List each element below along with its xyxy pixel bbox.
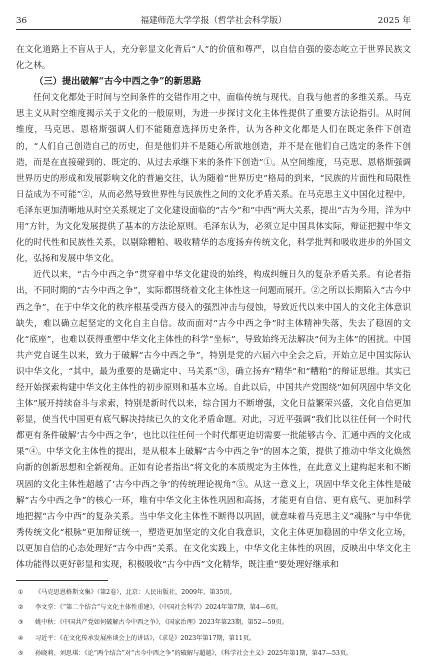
paragraph: 近代以来，“古今中西之争”贯穿着中华文化建设的始终，构成纠缠日久的复杂矛盾关系。有论者指出，不同时期的“古今中西之争”，实际都围绕着文化主体性这一问题而展开。②之所以长期陷入“古今中西之争”，在于中华文化的秩序根基受西方侵入的强烈冲击与侵蚀，导致近代以来中国人的文化主体意识缺失，难以确立起坚定的文化自主自信。故而面对“古今中西之争”时主体精神失落，失去了稳固的文化“底座”，也难以获得重塑中华文化主体性的科学“坐标”，导致始终无法解决“何为主体”的困扰。中国共产党自诞生以来，致力于破解“古今中西之争”，特别是党的六届六中全会之后，开始立足中国实际认识中华文化，“其中，最为重要的是确定中、马关系”③，确立扬弃“精华”和“糟粕”的辩证思维。其实已经开始探索构建中华文化主体性的初步原则和基本立场。自此以后，中国共产党围绕“如何巩固中华文化主体”展开持续奋斗与求索，特别是新时代以来，综合国力不断增强，文化日益繁荣兴盛，文化自信更加彰显，使当代中国更有底气解决持续已久的文化矛盾命题。对此，习近平强调“我们比以往任何一个时代都更有条件破解‘古今中西之争’，也比以往任何一个时代都更迫切需要一批能够古今、汇通中西的文化成果”④。中华文化主体性的提出，是从根本上破解“古今中西之争”的固本之策，提供了推动中华文化焕然向新的创新思想和全新视角。正如有论者指出“将文化的本质规定为主体性，在此意义上建构起来和不断巩固的文化主体性超越了‘古今中西之争’的传统理论视角”⑤。从这一意义上，巩固中华文化主体性是破解“古今中西之争”的核心一环，唯有中华文化主体性巩固和高扬，才能更有自信、更有底气、更加科学地把握“古今中西”的复杂关系。当中华文化主体性不断得以巩固，就意味着马克思主义“魂脉”与中华优秀传统文化“根脉”更加辩证统一，塑造更加坚定的文化自我意识，文化主体更加稳固的中华文化立场，以更加自信的心态处理好“古今中西”关系。在文化实践上，中华文化主体性的巩固，反映出中华文化主体功能得以更好彰显和实现，积极吸收“古今中西”文化精华，既注重“要处理好继承和 (16, 270, 411, 570)
footnote-text: 孙晓莉、刘思琪：《论“两个结合”对“古今中西之争”的破解与超越》，《科学社会主义》2025年第1期，第47—53页。 (35, 649, 353, 657)
footnote-divider (16, 580, 108, 581)
footnote-mark: ④ (18, 634, 24, 642)
page-number: 36 (16, 16, 27, 26)
article-body (16, 42, 411, 573)
footnote-text: 姚中秋：《中国共产党如何破解古今中西之争》，《国家治理》2023年第23期，第52—59页。 (35, 619, 288, 627)
section-heading: （三）提出破解“古今中西之争”的新思路 (34, 76, 202, 88)
footnote (16, 646, 411, 661)
footnote-mark: ② (18, 604, 24, 612)
footnote-text: 《马克思恩格斯文集》（第2卷），北京：人民出版社，2009年，第35页。 (35, 589, 236, 596)
footnote-mark: ⑤ (18, 649, 24, 657)
paragraph: 任何文化都处于时间与空间条件的交错作用之中，面临传统与现代、自我与他者的多维关系。马克思主义从时空维度揭示关于文化的一般原则，为进一步探讨文化主体性提供了重要方法论指引。从时间维度，马克思、恩格斯强调人们不能随意选择历史条件，认为各种文化都是人们在既定条件下创造的，“人们自己创造自己的历史，但是他们并不是随心所欲地创造，并不是在他们自己选定的条件下创造，而是在直接碰到的、既定的、从过去承继下来的条件下创造”①。从空间维度，马克思、恩格斯强调世界历史的形成和发展影响文化的普遍交往，认为随着“世界历史”格局的到来，“民族的片面性和局限性日益成为不可能”②，从而必然导致世界性与民族性之间的文化矛盾关系。在马克思主义中国化过程中，毛泽东更加清晰地从时空关系规定了文化建设面临的“古今”和“中西”两大关系，提出“古为今用，洋为中用”方针，为文化发展提供了基本的方法论原则。毛泽东认为，必须立足中国具体实际，辩证把握中华文化的时代性和民族性关系，以剔除糟粕、吸收精华的态度扬弃传统文化，科学批判和吸收进步的外国文化，弘扬和发展中华文化。 (16, 93, 411, 265)
footnote (16, 585, 411, 600)
footnote (16, 600, 411, 615)
footnote-mark: ① (18, 589, 24, 596)
footnote-mark: ③ (18, 619, 24, 627)
paragraph-continued: 在文化道路上不盲从于人，充分彰显文化背后“人”的价值和尊严，以自信自强的姿态屹立于世界民族文化之林。 (16, 45, 411, 72)
footnote (16, 631, 411, 646)
footnote-text: 习近平：《在文化传承发展座谈会上的讲话》，《求是》2023年第17期，第11页。 (35, 634, 256, 642)
running-header (16, 13, 411, 30)
footnote-text: 李文堂：《“第二个结合”与文化主体性重建》，《中国社会科学》2024年第7期，第4—6页。 (35, 604, 283, 612)
footnote (16, 615, 411, 630)
journal-title: 福建师范大学学报（哲学社会科学版） (140, 16, 287, 26)
footnotes (16, 580, 411, 661)
issue-year: 2025 年 (377, 16, 411, 26)
